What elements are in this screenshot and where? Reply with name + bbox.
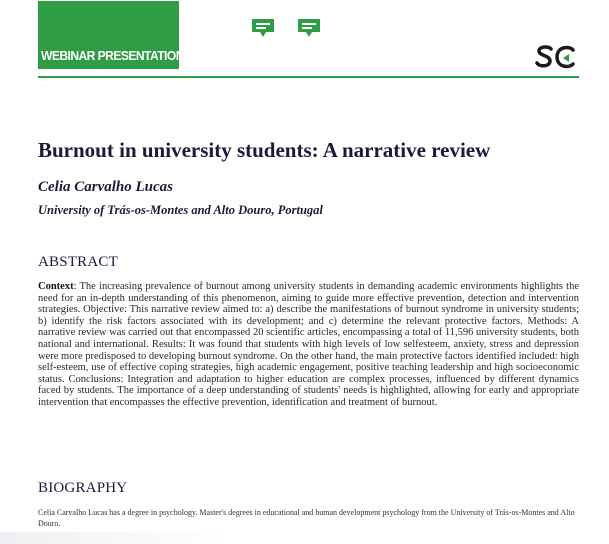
chat-icon[interactable] [251,18,275,38]
abstract-text [38,281,579,409]
chat-icon[interactable] [297,18,321,38]
biography-heading: BIOGRAPHY [38,480,128,496]
bottom-fade [0,532,230,544]
header-rule [38,76,579,78]
abstract-heading: ABSTRACT [38,254,118,270]
author-name: Celia Carvalho Lucas [38,179,174,195]
sc-logo [535,44,579,70]
abstract-lead: Context [38,281,74,292]
author-affiliation: University of Trás-os-Montes and Alto Douro, Portugal [38,203,323,217]
webinar-banner [38,1,184,69]
banner-label: WEBINAR PRESENTATION [41,48,184,63]
biography-text: Celia Carvalho Lucas has a degree in psychology. Master's degrees in educational and human development psychology from the University of Trás-os-Montes and Alto Douro. [38,508,575,528]
abstract-body-text: : The increasing prevalence of burnout among university students in demanding academic environments highlights the need for an in-depth understanding of this phenomenon, aiming to guide more effective prevention, detection and intervention strategies. Objective: This narrative review aimed to: a) describe the manifestations of burnout syndrome in university students; b) identify the risk factors associated with its development; and c) determine the relevant protective factors. Methods: A narrative review was carried out that encompassed 20 scientific articles, encompassing a total of 11,596 university students, both national and international. Results: It was found that students with high levels of low selfesteem, anxiety, stress and depression were more predisposed to developing burnout syndrome. On the other hand, the main protective factors identified included: high self-esteem, use of effective coping strategies, high academic engagement, positive teaching leadership and high socioeconomic status. Conclusions: Integration and adaptation to higher education are complex processes, influenced by different dynamics faced by students. The importance of a deep understanding of students' needs is highlighted, allowing for early and appropriate intervention that encompasses the effective prevention, identification and treatment of burnout. [38,281,579,408]
paper-title: Burnout in university students: A narrative review [38,138,491,162]
